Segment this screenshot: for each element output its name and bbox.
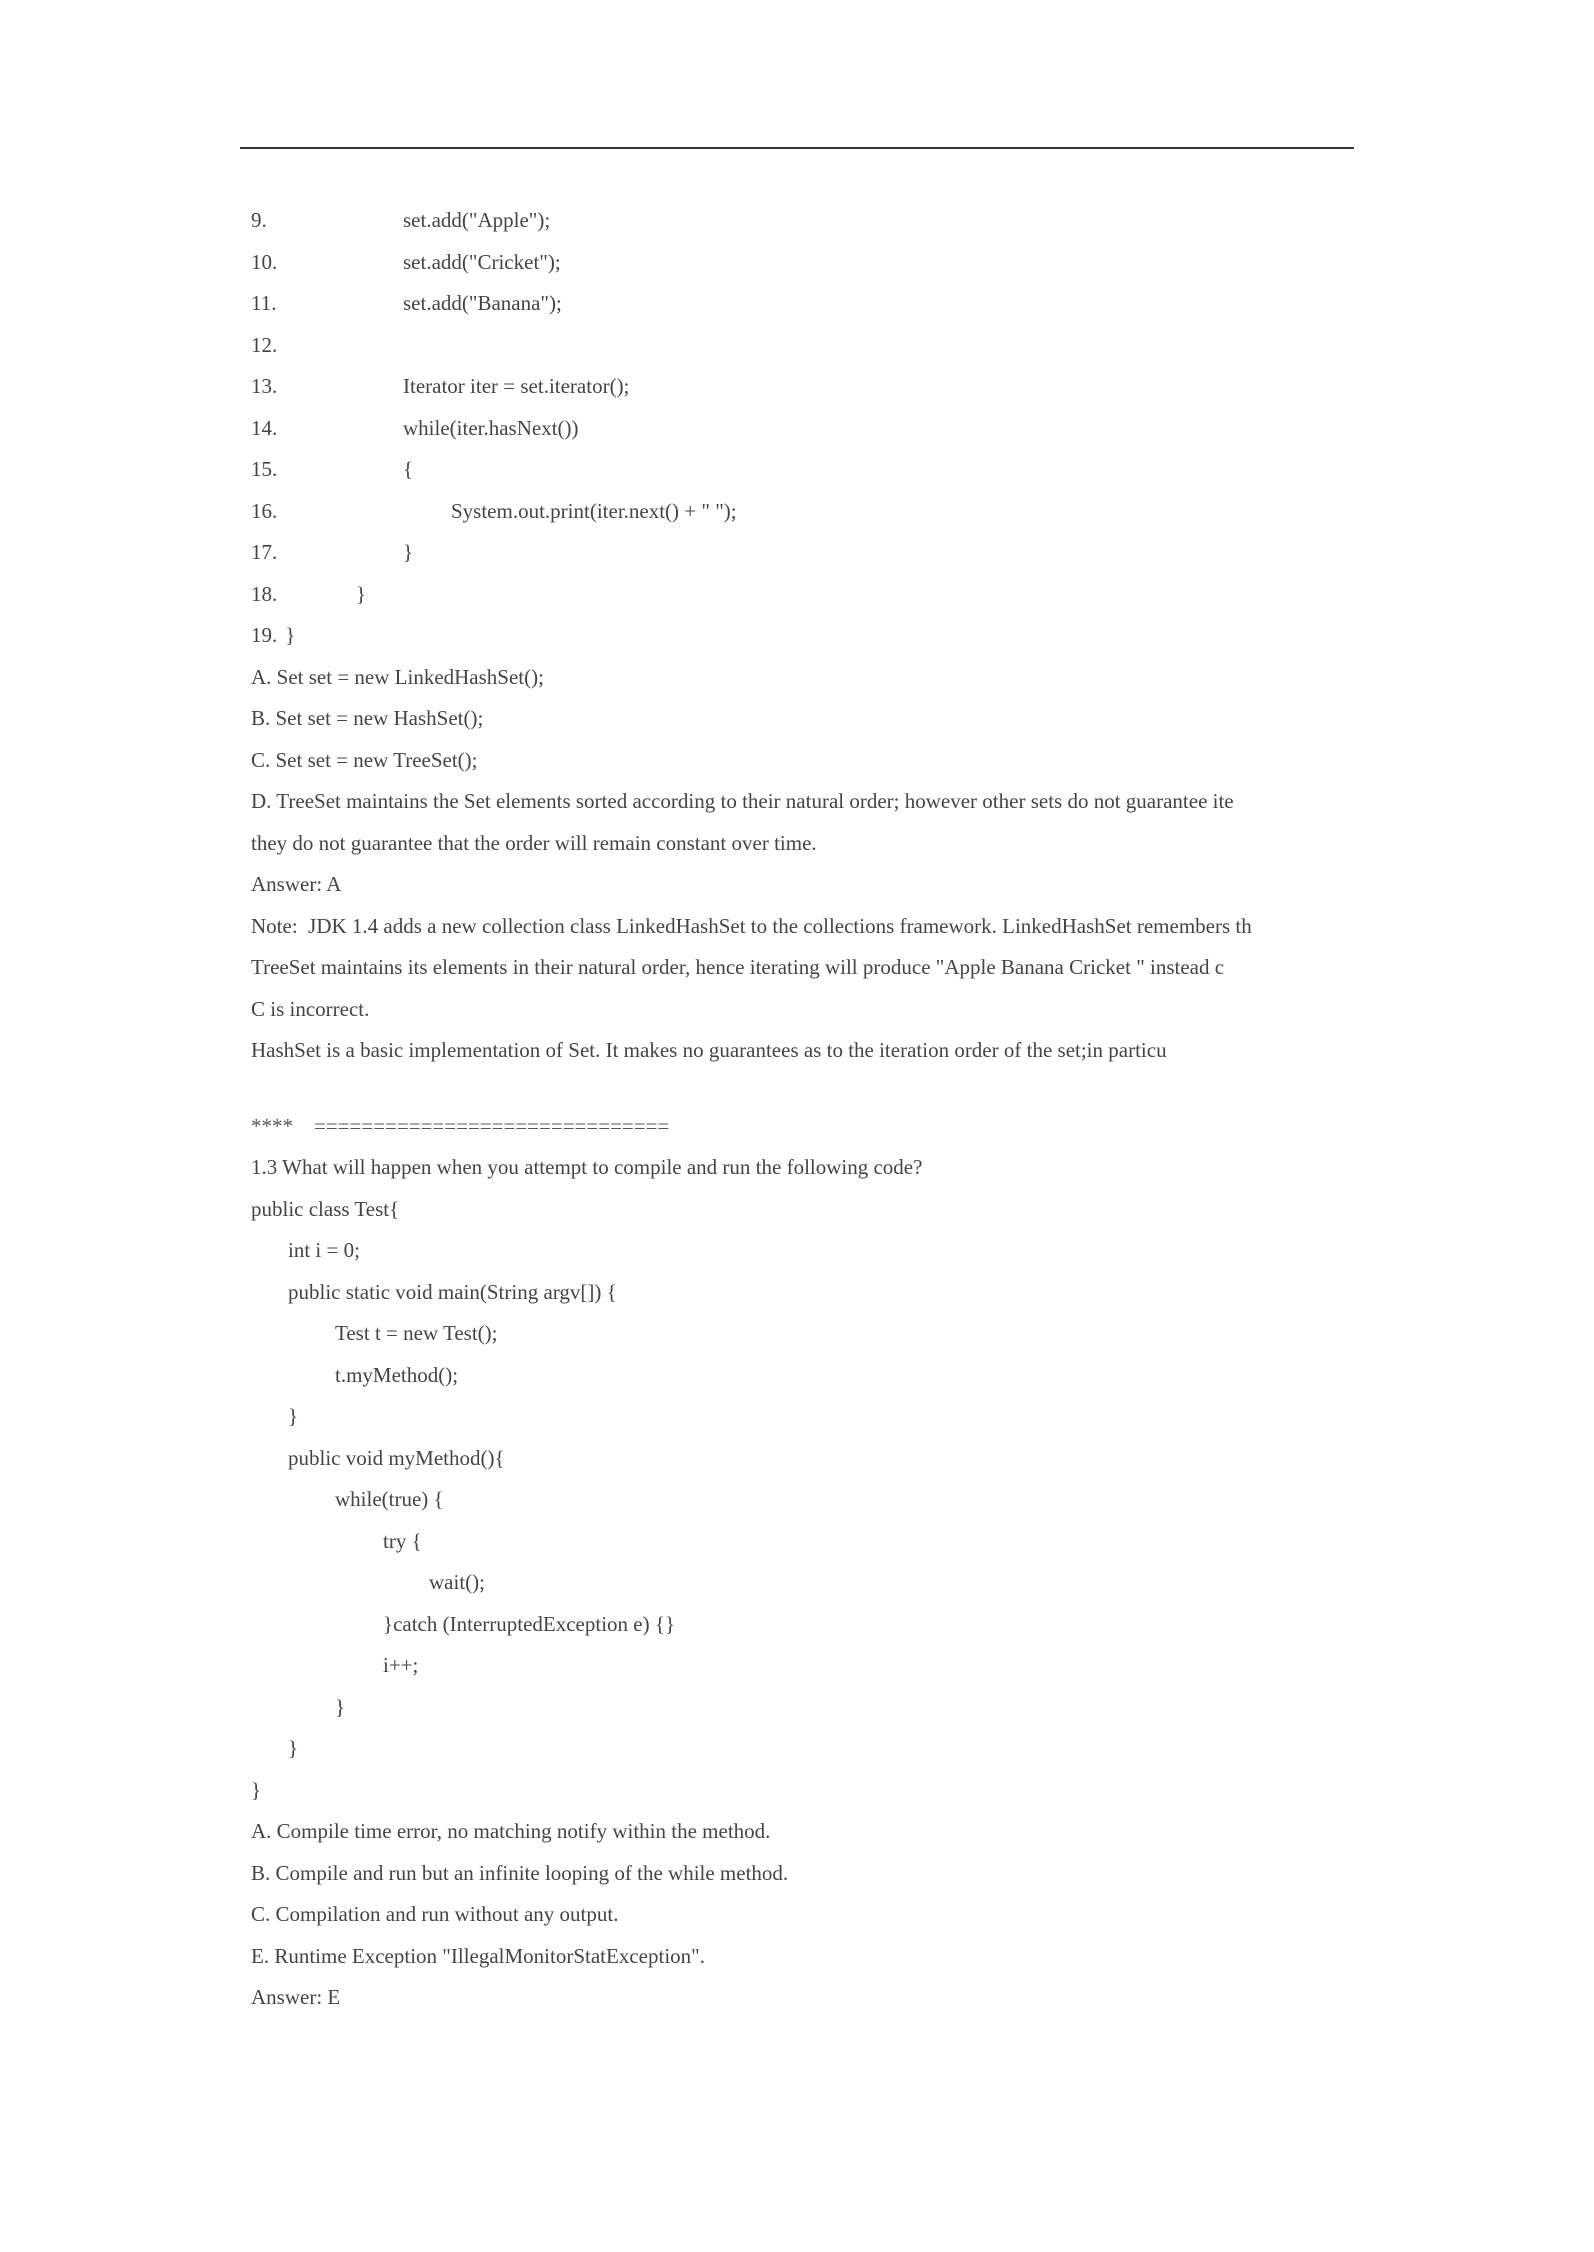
code-line xyxy=(251,366,1594,408)
option-c: C. Compilation and run without any output. xyxy=(251,1902,619,1926)
header-rule xyxy=(240,147,1354,149)
code-text: } xyxy=(356,581,367,606)
option-a: A. Set set = new LinkedHashSet(); xyxy=(251,664,544,689)
code-line xyxy=(251,408,1594,450)
code-line: } xyxy=(288,1736,299,1760)
option-c: C. Set set = new TreeSet(); xyxy=(251,747,478,772)
code-text: } xyxy=(403,540,414,564)
code-line: int i = 0; xyxy=(288,1238,360,1262)
line-number: 12. xyxy=(251,332,278,357)
option-d: D. TreeSet maintains the Set elements sorted according to their natural order; however other sets do not guarantee ite xyxy=(251,789,1234,813)
line-number: 9. xyxy=(251,208,267,232)
code-line xyxy=(251,283,1594,325)
question-2-prompt: 1.3 What will happen when you attempt to compile and run the following code? xyxy=(251,1155,923,1179)
code-line: public static void main(String argv[]) { xyxy=(288,1279,617,1304)
line-number: 13. xyxy=(251,374,278,398)
option-b: B. Compile and run but an infinite looping of the while method. xyxy=(251,1860,789,1885)
code-line xyxy=(251,325,1594,367)
answer-2: Answer: E xyxy=(251,1985,341,2009)
code-line: try { xyxy=(383,1528,422,1553)
note-line: C is incorrect. xyxy=(251,996,370,1021)
option-a: A. Compile time error, no matching notify within the method. xyxy=(251,1819,771,1843)
code-line xyxy=(251,615,1594,657)
code-text: set.add("Apple"); xyxy=(403,208,551,232)
code-text: while(iter.hasNext()) xyxy=(403,415,579,440)
question-1-options xyxy=(251,657,1594,865)
code-text: } xyxy=(285,623,296,647)
code-line xyxy=(251,242,1594,284)
option-b: B. Set set = new HashSet(); xyxy=(251,706,484,730)
code-text: set.add("Banana"); xyxy=(403,291,562,315)
code-line: }catch (InterruptedException e) {} xyxy=(383,1611,676,1636)
line-number: 14. xyxy=(251,415,278,440)
line-number: 10. xyxy=(251,249,278,274)
code-line: while(true) { xyxy=(335,1487,444,1511)
page-content xyxy=(251,200,1594,2019)
code-text xyxy=(311,333,403,357)
code-line xyxy=(251,574,1594,616)
note-line: HashSet is a basic implementation of Set. It makes no guarantees as to the iteration order of the set;in particu xyxy=(251,1038,1167,1062)
code-line: public class Test{ xyxy=(251,1196,400,1221)
line-number: 17. xyxy=(251,540,278,564)
code-line: } xyxy=(335,1694,346,1719)
code-line xyxy=(251,532,1594,574)
code-text: Iterator iter = set.iterator(); xyxy=(403,374,630,398)
line-number: 18. xyxy=(251,581,278,606)
section-separator: **** ============================== xyxy=(251,1113,670,1138)
note-1 xyxy=(251,906,1594,1072)
code-line xyxy=(251,449,1594,491)
line-number: 19. xyxy=(251,623,278,647)
code-listing-1 xyxy=(251,200,1594,657)
line-number: 15. xyxy=(251,457,278,481)
code-line: t.myMethod(); xyxy=(335,1362,459,1387)
code-line: wait(); xyxy=(429,1570,485,1594)
code-listing-2 xyxy=(251,1189,1594,1812)
note-line: Note: JDK 1.4 adds a new collection class LinkedHashSet to the collections framework. LinkedHashSet remembers th xyxy=(251,913,1252,938)
code-line: } xyxy=(251,1777,262,1802)
line-number: 16. xyxy=(251,498,278,523)
note-line: TreeSet maintains its elements in their natural order, hence iterating will produce "Apple Banana Cricket " instead c xyxy=(251,955,1225,979)
code-text: { xyxy=(403,457,414,481)
code-text: System.out.print(iter.next() + " "); xyxy=(451,498,737,523)
code-line: } xyxy=(288,1404,299,1428)
code-line: Test t = new Test(); xyxy=(335,1321,498,1345)
code-text: set.add("Cricket"); xyxy=(403,249,561,274)
question-2-options xyxy=(251,1811,1594,1977)
code-line xyxy=(251,491,1594,533)
option-d-continued: they do not guarantee that the order will remain constant over time. xyxy=(251,830,817,855)
line-number: 11. xyxy=(251,291,277,315)
code-line xyxy=(251,200,1594,242)
code-line: public void myMethod(){ xyxy=(288,1445,505,1470)
code-line: i++; xyxy=(383,1653,419,1677)
option-e: E. Runtime Exception "IllegalMonitorStatException". xyxy=(251,1943,705,1968)
answer-1: Answer: A xyxy=(251,872,342,896)
